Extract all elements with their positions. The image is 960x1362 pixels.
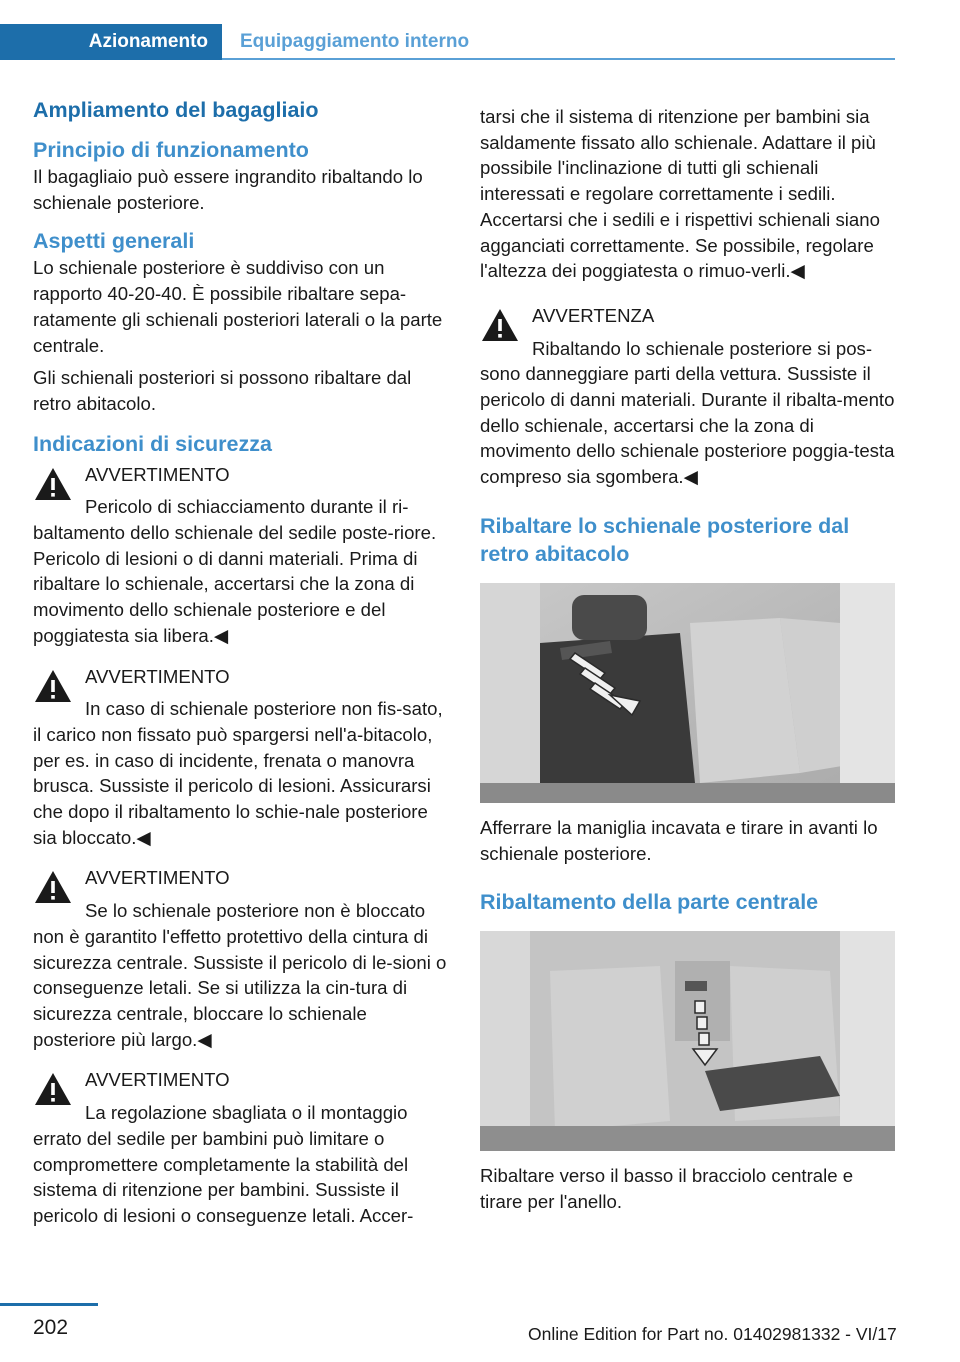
warning-text: In caso di schienale posteriore non fis-sato, il carico non fissato può spargersi nell'a-bitacolo, per es. in caso di incidente, frenata o manovra brusca. Sussiste il pericolo di lesioni. Assicurarsi che dopo il ribaltamento lo schie-nale posteriore sia bloccato.◀ bbox=[33, 698, 443, 848]
caption-parte-centrale: Ribaltare verso il basso il bracciolo centrale e tirare per l'anello. bbox=[480, 1165, 854, 1212]
text-principio: Il bagagliaio può essere ingrandito ribaltando lo schienale posteriore. bbox=[33, 166, 423, 213]
left-column bbox=[33, 96, 451, 1229]
warning-triangle-icon bbox=[33, 869, 73, 905]
warning-triangle-icon bbox=[33, 668, 73, 704]
warning-triangle-icon bbox=[33, 466, 73, 502]
heading-sicurezza: Indicazioni di sicurezza bbox=[33, 431, 272, 456]
warning-block-2 bbox=[33, 664, 451, 851]
right-column bbox=[480, 104, 898, 1215]
warning-title: AVVERTIMENTO bbox=[85, 665, 230, 687]
edition-note: Online Edition for Part no. 01402981332 - VI/17 bbox=[528, 1324, 897, 1344]
warning-title: AVVERTIMENTO bbox=[85, 1069, 230, 1091]
heading-ribaltare: Ribaltare lo schienale posteriore dal retro abitacolo bbox=[480, 513, 850, 566]
chapter-tabs bbox=[0, 24, 895, 62]
caption-ribaltare: Afferrare la maniglia incavata e tirare in avanti lo schienale posteriore. bbox=[480, 816, 878, 864]
warning-triangle-icon bbox=[480, 307, 520, 343]
text-aspetti-1: Lo schienale posteriore è suddiviso con un rapporto 40-20-40. È possibile ribaltare sepa-ratamente gli schienali posteriori laterali o la parte centrale. bbox=[33, 257, 443, 356]
warning-title: AVVERTENZA bbox=[532, 304, 655, 326]
warning-triangle-icon bbox=[33, 1071, 73, 1107]
warning-block-3 bbox=[33, 865, 451, 1052]
center-section-fold-photo bbox=[480, 931, 895, 1151]
warning-title: AVVERTIMENTO bbox=[85, 463, 230, 485]
warning-block-1 bbox=[33, 462, 451, 649]
page-number: 202 bbox=[33, 1316, 69, 1339]
heading-principio: Principio di funzionamento bbox=[33, 138, 309, 162]
text-continuation: tarsi che il sistema di ritenzione per bambini sia saldamente fissato allo schienale. Adattare il più possibile l'inclinazione di tutti gli schienali interessati e regolare correttamente i sedili. Accertarsi che i sedili e i rispettivi schienali siano agganciati correttamente. Se possibile, regolare l'altezza dei poggiatesta o rimuo-verli.◀ bbox=[480, 106, 880, 282]
tab-equipaggiamento-interno[interactable]: Equipaggiamento interno bbox=[240, 31, 470, 52]
footer-rule bbox=[0, 1303, 98, 1306]
warning-text: Se lo schienale posteriore non è bloccato non è garantito l'effetto protettivo della cintura di sicurezza centrale. Sussiste il pericolo di le-sioni o conseguenze letali. Se si utilizza la cin-tura di sicurezza centrale, bloccare lo schienale posteriore più largo.◀ bbox=[33, 900, 447, 1050]
warning-block-5 bbox=[480, 303, 898, 490]
warning-text: Ribaltando lo schienale posteriore si pos-sono danneggiare parti della vettura. Sussiste il pericolo di danni materiali. Durante il ribalta-mento dello schienale, accertarsi che la zona di movimento dello schienale posteriore poggia-testa compreso sia sgombera.◀ bbox=[480, 337, 895, 488]
warning-text: La regolazione sbagliata o il montaggio errato del sedile per bambini può limitare o compromettere completamente la stabilità del sistema di ritenzione per bambini. Sussiste il pericolo di lesioni o conseguenze letali. Accer- bbox=[33, 1102, 414, 1226]
heading-aspetti: Aspetti generali bbox=[33, 229, 195, 254]
section-title: Ampliamento del bagagliaio bbox=[33, 98, 319, 122]
tab-azionamento[interactable]: Azionamento bbox=[0, 24, 222, 60]
text-aspetti-2: Gli schienali posteriori si possono ribaltare dal retro abitacolo. bbox=[33, 367, 412, 414]
warning-block-4 bbox=[33, 1067, 451, 1228]
heading-parte-centrale: Ribaltamento della parte centrale bbox=[480, 890, 819, 915]
warning-title: AVVERTIMENTO bbox=[85, 867, 230, 889]
rear-seat-fold-photo bbox=[480, 583, 895, 803]
tab-underline bbox=[222, 58, 895, 60]
warning-text: Pericolo di schiacciamento durante il ri-baltamento dello schienale del sedile poste-riore. Pericolo di lesioni o di danni materiali. Prima di ribaltare lo schienale, accertarsi che la zona di movimento dello schienale posteriore e del poggiatesta sia libera.◀ bbox=[33, 496, 437, 646]
